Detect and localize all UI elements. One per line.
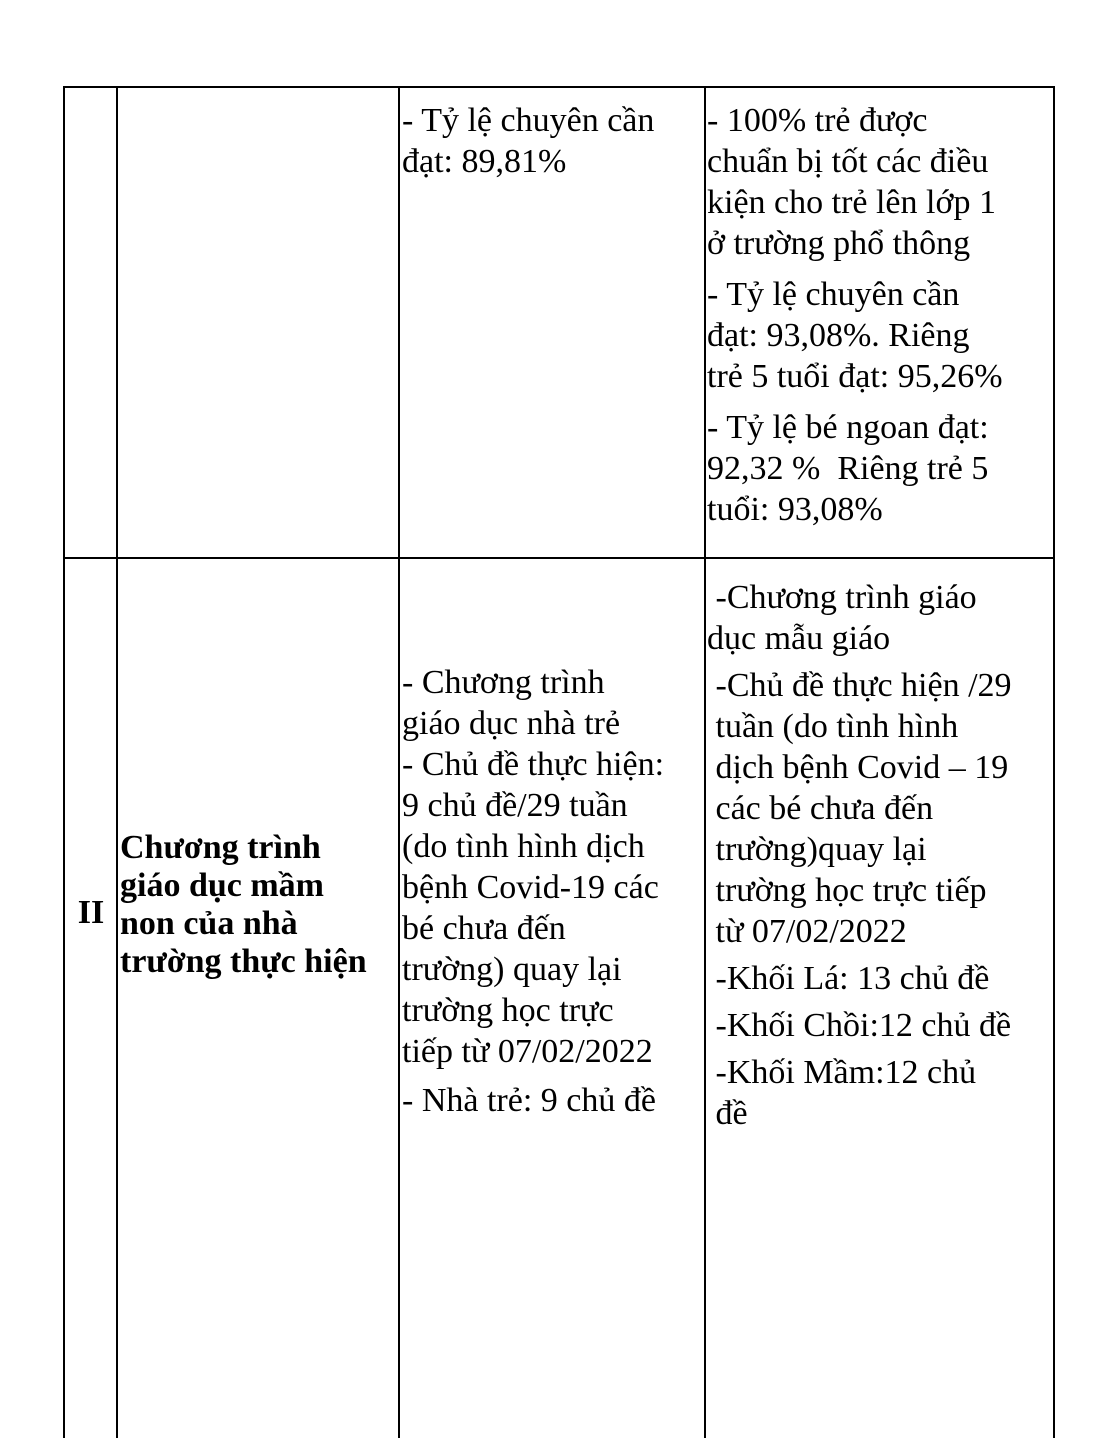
column-border-left (63, 86, 65, 1438)
row2-plan-paragraph-3 (402, 1080, 702, 1121)
row1-result-line: ở trường phổ thông (707, 225, 971, 262)
row-divider (63, 557, 1055, 559)
row2-plan-line: - Nhà trẻ: 9 chủ đề (402, 1082, 656, 1119)
row2-result-line: từ 07/02/2022 (707, 913, 907, 950)
row2-plan-cell (402, 662, 702, 1121)
row1-result-line: tuổi: 93,08% (707, 491, 883, 528)
row2-plan-line: 9 chủ đề/29 tuần (402, 787, 628, 824)
row2-plan-line: (do tình hình dịch (402, 828, 645, 865)
row1-plan-cell (402, 100, 702, 182)
column-divider-3 (704, 86, 706, 1438)
row1-result-line: đạt: 93,08%. Riêng (707, 317, 970, 354)
row2-plan-line: - Chương trình (402, 664, 605, 701)
row2-content-line: non của nhà (120, 905, 298, 942)
row2-result-line: -Khối Lá: 13 chủ đề (707, 960, 990, 997)
row2-result-paragraph-3 (707, 958, 1052, 999)
row2-result-paragraph-5 (707, 1052, 1052, 1134)
row1-plan-line: - Tỷ lệ chuyên cần (402, 102, 655, 139)
row2-plan-paragraph-2 (402, 744, 702, 1072)
row1-result-line: chuẩn bị tốt các điều (707, 143, 989, 180)
row2-result-line: tuần (do tình hình (707, 708, 959, 745)
row2-result-line: các bé chưa đến (707, 790, 934, 827)
row2-result-line: dịch bệnh Covid – 19 (707, 749, 1009, 786)
row1-result-paragraph-3 (707, 407, 1052, 530)
row2-plan-line: giáo dục nhà trẻ (402, 705, 621, 742)
row1-result-line: - Tỷ lệ bé ngoan đạt: (707, 409, 989, 446)
row2-result-paragraph-1 (707, 577, 1052, 659)
row2-index: II (77, 894, 105, 931)
column-border-right (1053, 86, 1055, 1438)
table-border-top (63, 86, 1055, 88)
row2-content-line: giáo dục mầm (120, 867, 324, 904)
row2-plan-line: bé chưa đến (402, 910, 566, 947)
row2-result-line: đề (707, 1095, 748, 1132)
row1-result-paragraph-1 (707, 100, 1052, 264)
row2-content-line: Chương trình (120, 829, 321, 866)
row2-result-line: trường học trực tiếp (707, 872, 987, 909)
row2-result-line: dục mẫu giáo (707, 620, 891, 657)
row2-result-paragraph-4 (707, 1005, 1052, 1046)
row1-result-line: - 100% trẻ được (707, 102, 928, 139)
row2-result-line: -Chương trình giáo (707, 579, 977, 616)
column-divider-2 (398, 86, 400, 1438)
row2-plan-line: trường) quay lại (402, 951, 622, 988)
row2-plan-line: - Chủ đề thực hiện: (402, 746, 665, 783)
row2-result-line: -Khối Mầm:12 chủ (707, 1054, 977, 1091)
row2-content-cell (120, 829, 398, 981)
row1-plan-line: đạt: 89,81% (402, 143, 567, 180)
row2-plan-line: trường học trực (402, 992, 614, 1029)
column-divider-1 (116, 86, 118, 1438)
row2-plan-paragraph-1 (402, 662, 702, 744)
row1-result-cell (707, 100, 1052, 530)
row1-result-line: kiện cho trẻ lên lớp 1 (707, 184, 996, 221)
row2-result-line: -Khối Chồi:12 chủ đề (707, 1007, 1012, 1044)
row2-result-paragraph-2 (707, 665, 1052, 952)
row2-content-line: trường thực hiện (120, 943, 367, 980)
row1-result-line: - Tỷ lệ chuyên cần (707, 276, 960, 313)
row1-result-line: trẻ 5 tuổi đạt: 95,26% (707, 358, 1003, 395)
row2-plan-line: bệnh Covid-19 các (402, 869, 659, 906)
row2-result-line: trường)quay lại (707, 831, 927, 868)
row1-result-paragraph-2 (707, 274, 1052, 397)
row2-result-cell (707, 577, 1052, 1134)
row2-result-line: -Chủ đề thực hiện /29 (707, 667, 1012, 704)
row1-result-line: 92,32 % Riêng trẻ 5 (707, 450, 989, 487)
row2-plan-line: tiếp từ 07/02/2022 (402, 1033, 653, 1070)
